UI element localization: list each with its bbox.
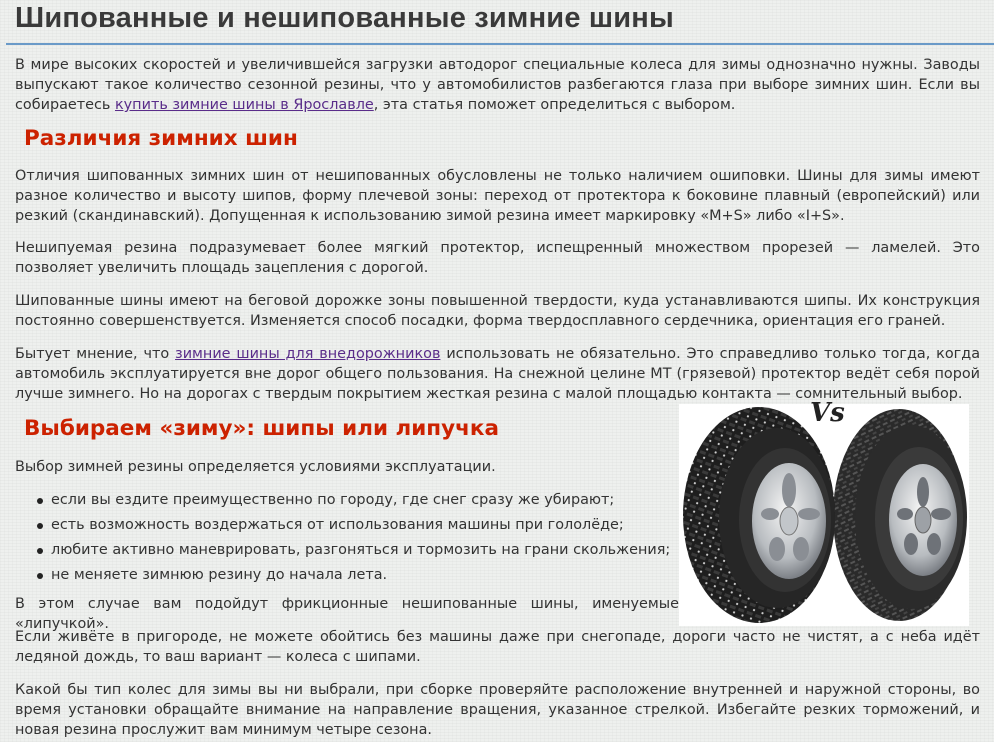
versus-label: Vs (810, 398, 845, 428)
list-item: есть возможность воздержаться от использования машины при гололёде; (15, 513, 670, 538)
non-studded-tire (833, 409, 967, 621)
conditions-list (15, 488, 670, 588)
list-item: если вы ездите преимущественно по городу, где снег сразу же убирают; (15, 488, 670, 513)
buy-tires-yaroslavl-link[interactable]: купить зимние шины в Ярославле (114, 97, 374, 113)
intro-paragraph: В мире высоких скоростей и увеличившейся загрузки автодорог специальные колеса для зимы однозначно нужны. Заводы выпускают такое количество сезонной резины, что у автомобилистов разбегаются глаза при выборе зимних шин. Если вы собираетесь купить зимние шины в Ярославле, эта статья поможет определиться с выбором. (15, 57, 980, 113)
section-heading-choosing: Выбираем «зиму»: шипы или липучка (24, 416, 500, 441)
friction-tires-paragraph: В этом случае вам подойдут фрикционные нешипованные шины, именуемые «липучкой». (15, 596, 679, 632)
choosing-lead: Выбор зимней резины определяется условиями эксплуатации. (15, 459, 496, 475)
title-divider (6, 43, 994, 45)
differences-paragraph-1: Отличия шипованных зимних шин от нешипованных обусловлены не только наличием ошиповки. Шины для зимы имеют разное количество и высоту шипов, форму плечевой зоны: переход от протектора к боковине плавный (европейский) или резкий (скандинавский). Допущенная к использованию зимой резина имеет маркировку «M+S» либо «I+S». (15, 168, 980, 224)
tire-comparison-image (679, 404, 969, 626)
list-item: не меняете зимнюю резину до начала лета. (15, 563, 670, 588)
list-item: любите активно маневрировать, разгоняться и тормозить на грани скольжения; (15, 538, 670, 563)
tires-illustration (679, 404, 969, 626)
section-heading-differences: Различия зимних шин (24, 126, 298, 151)
studded-tire (683, 407, 835, 623)
differences-paragraph-3: Шипованные шины имеют на беговой дорожке зоны повышенной твердости, куда устанавливаются шипы. Их конструкция постоянно совершенствуется. Изменяется способ посадки, форма твердосплавного сердечника, ориентация его граней. (15, 293, 980, 329)
studded-recommendation-paragraph: Если живёте в пригороде, не можете обойтись без машины даже при снегопаде, дороги часто не чистят, а с неба идёт ледяной дождь, то ваш вариант — колеса с шипами. (15, 629, 980, 665)
suv-winter-tires-link[interactable]: зимние шины для внедорожников (175, 346, 441, 362)
differences-paragraph-2: Нешипуемая резина подразумевает более мягкий протектор, испещренный множеством прорезей — ламелей. Это позволяет увеличить площадь зацепления с дорогой. (15, 240, 980, 276)
page-title: Шипованные и нешипованные зимние шины (15, 2, 674, 34)
differences-paragraph-4: Бытует мнение, что зимние шины для внедорожников использовать не обязательно. Это справедливо только тогда, когда автомобиль эксплуатируется вне дорог общего пользования. На снежной целине МТ (грязевой) протектор ведёт себя порой лучше зимнего. Но на дорогах с твердым покрытием жесткая резина с малой площадью контакта — сомнительный выбор. (15, 346, 981, 402)
final-advice-paragraph: Какой бы тип колес для зимы вы ни выбрали, при сборке проверяйте расположение внутренней и наружной стороны, во время установки обращайте внимание на направление вращения, указанное стрелкой. Избегайте резких торможений, и новая резина прослужит вам минимум четыре сезона. (15, 682, 980, 738)
